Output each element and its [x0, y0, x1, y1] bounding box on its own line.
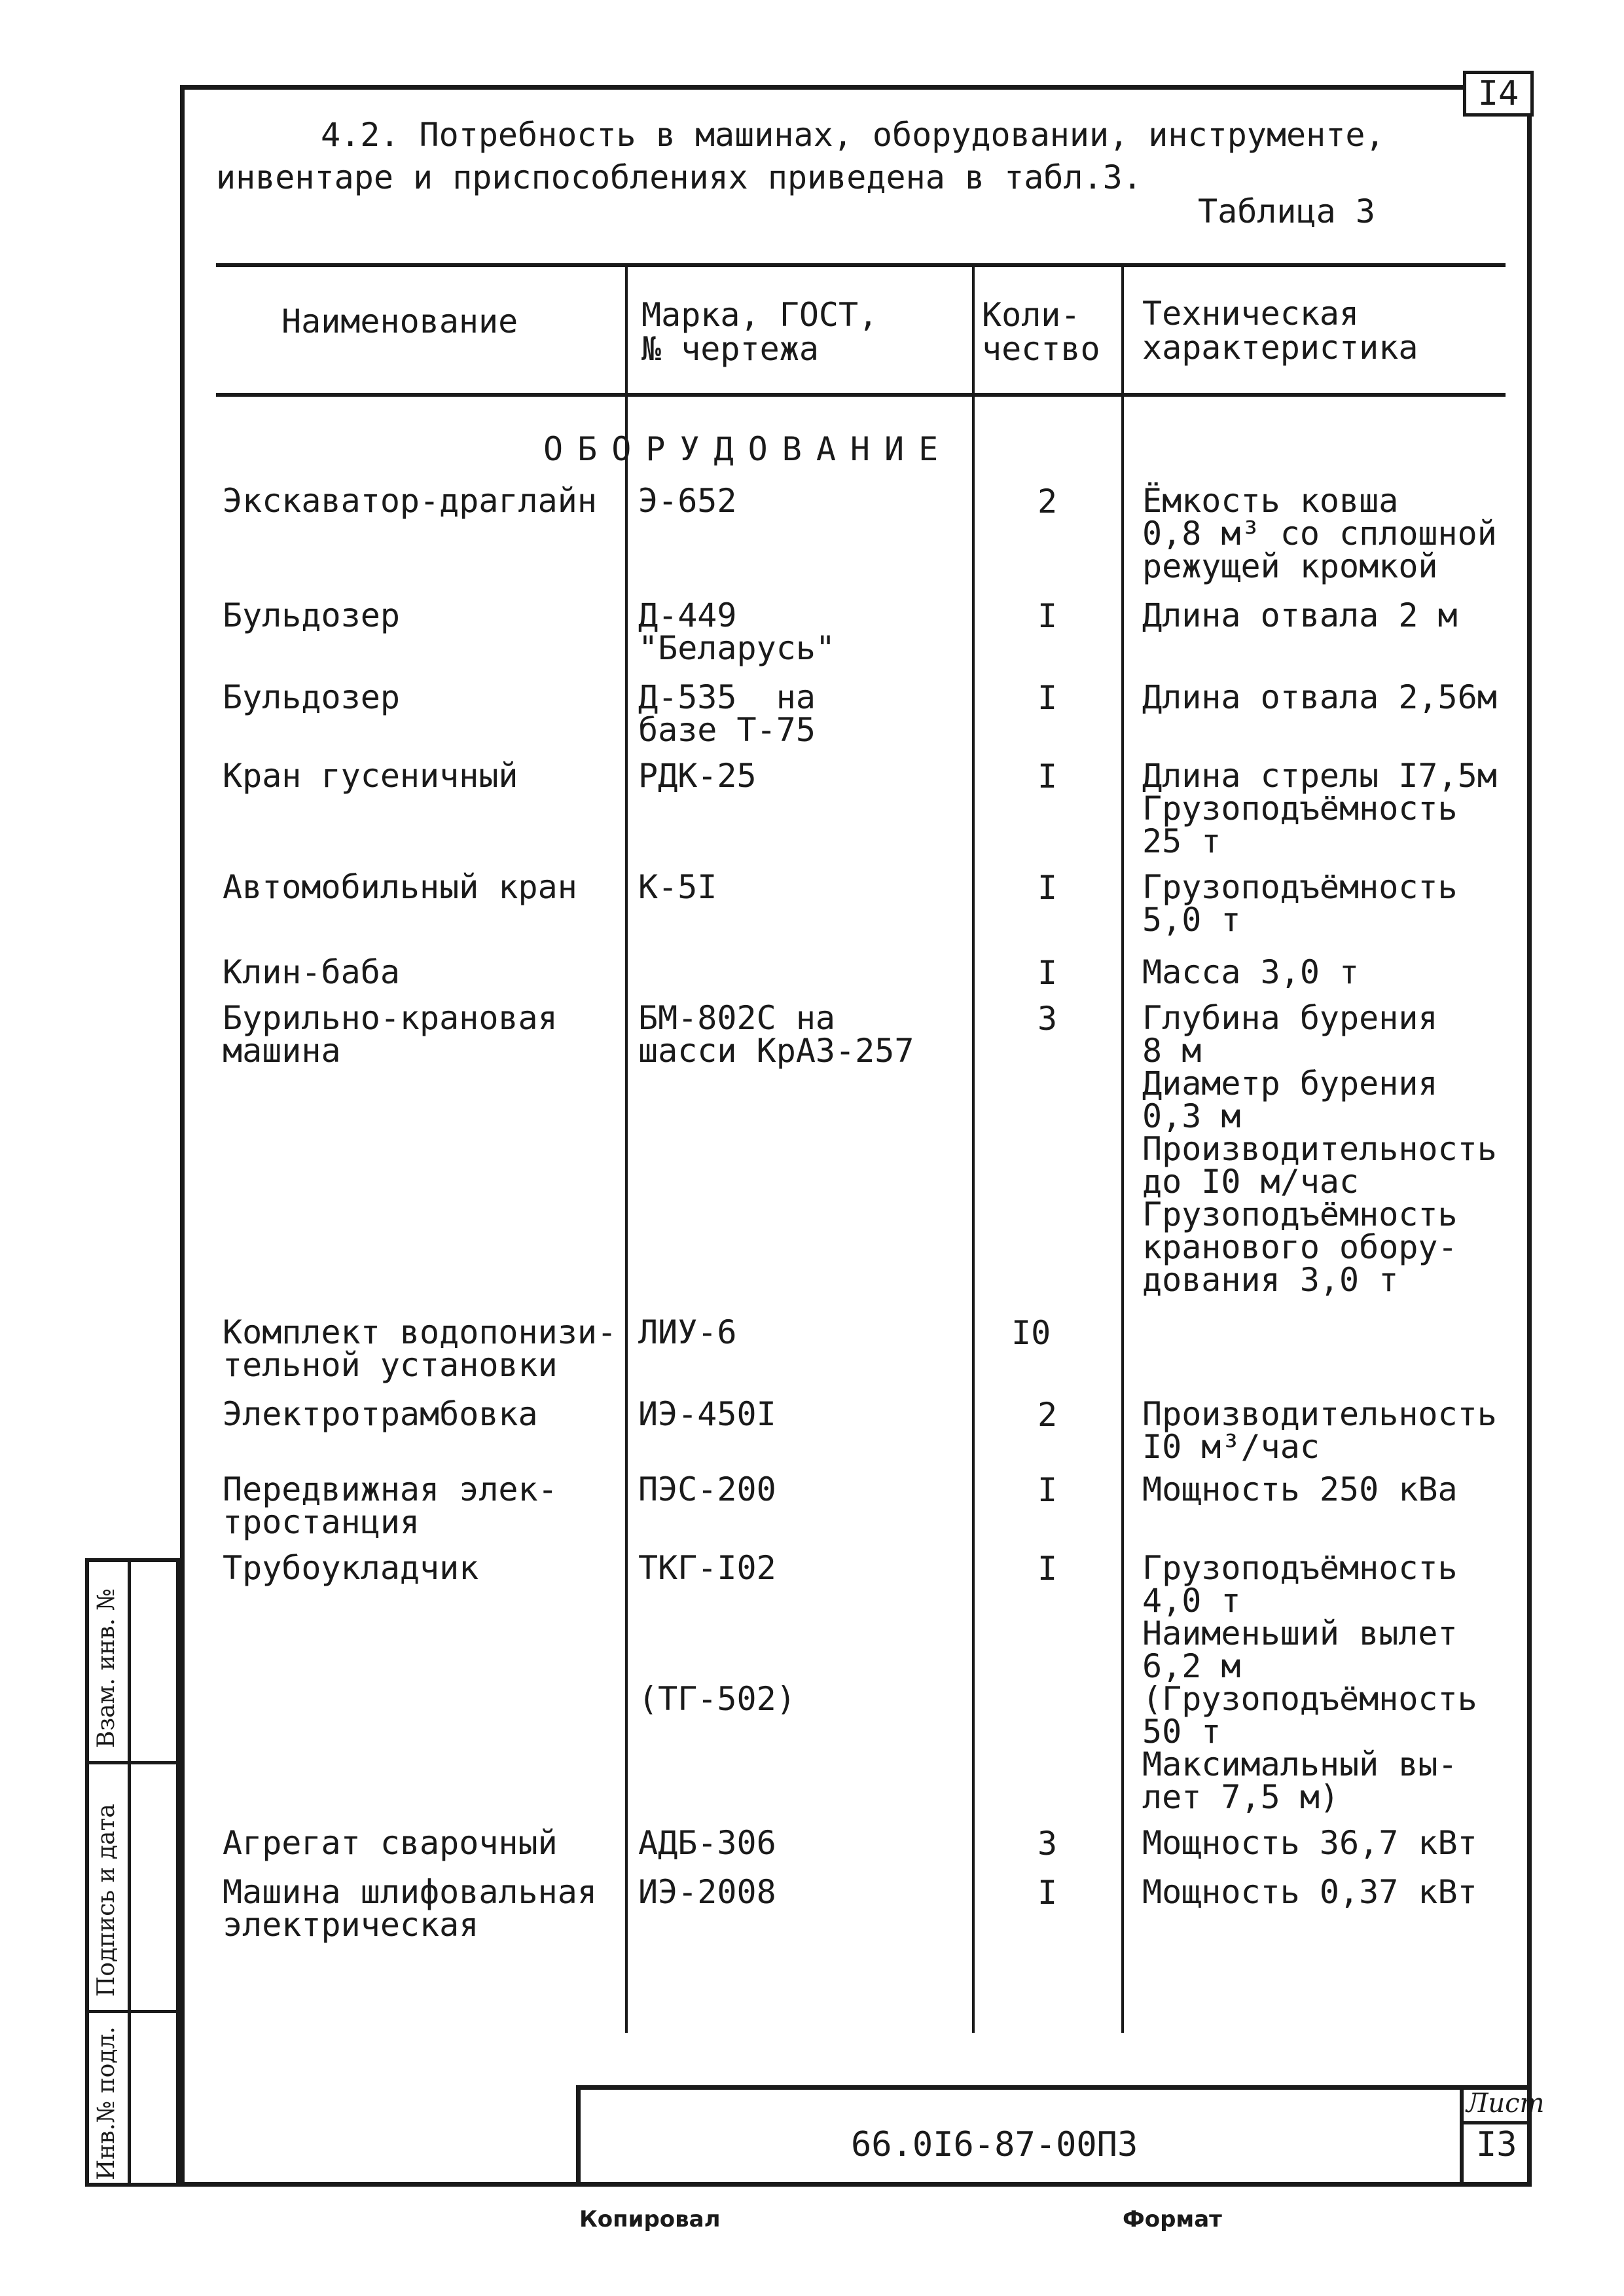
cell-tech: Длина отвала 2,56м	[1142, 678, 1497, 716]
header-name: Наименование	[281, 302, 518, 340]
cell-tech: I0 м³/час	[1142, 1428, 1320, 1466]
column-divider-3	[1121, 265, 1124, 2033]
cell-mark: Д-535 на	[638, 678, 816, 716]
cell-name: Комплект водопонизи-	[223, 1313, 617, 1351]
cell-tech: Глубина бурения	[1142, 999, 1438, 1037]
section-title: ОБОРУДОВАНИЕ	[543, 430, 953, 468]
header-qty-line1: Коли-	[982, 296, 1081, 334]
cell-tech: Грузоподъёмность	[1142, 1549, 1458, 1587]
cell-quantity: I0	[1011, 1314, 1051, 1352]
cell-tech: (Грузоподъёмность	[1142, 1680, 1477, 1718]
cell-name: Передвижная элек-	[223, 1470, 558, 1508]
cell-mark: Д-449	[638, 596, 737, 634]
cell-tech: Диаметр бурения	[1142, 1065, 1438, 1102]
cell-quantity: 3	[1038, 1000, 1058, 1038]
footer-format: Формат	[1123, 2206, 1222, 2232]
cell-tech: Максимальный вы-	[1142, 1745, 1458, 1783]
cell-quantity: I	[1038, 954, 1058, 992]
cell-tech: Мощность 0,37 кВт	[1142, 1873, 1477, 1911]
cell-tech: режущей кромкой	[1142, 547, 1438, 585]
cell-tech: Производительность	[1142, 1395, 1497, 1433]
cell-mark: РДК-25	[638, 757, 757, 795]
cell-tech: Масса 3,0 т	[1142, 953, 1360, 991]
cell-tech: Длина отвала 2 м	[1142, 596, 1458, 634]
side-stamp-rule-2	[85, 2010, 180, 2013]
header-qty-line2: чество	[982, 330, 1100, 368]
cell-quantity: 2	[1038, 1396, 1058, 1434]
header-tech-line2: характеристика	[1142, 329, 1418, 367]
header-tech-line1: Техническая	[1142, 295, 1360, 333]
cell-quantity: I	[1038, 679, 1058, 717]
cell-name: Кран гусеничный	[223, 757, 518, 795]
cell-name: Электротрамбовка	[223, 1395, 538, 1433]
cell-quantity: I	[1038, 1874, 1058, 1912]
side-stamp-rule-1	[85, 1761, 180, 1764]
cell-tech: Мощность 36,7 кВт	[1142, 1824, 1477, 1862]
cell-mark: ЛИУ-6	[638, 1313, 737, 1351]
intro-line-2: инвентаре и приспособлениях приведена в табл.3.	[216, 158, 1142, 196]
column-divider-1	[625, 265, 628, 2033]
sheet-number: I3	[1476, 2125, 1517, 2164]
header-mark-line2: № чертежа	[641, 330, 819, 368]
cell-name: Бурильно-крановая	[223, 999, 558, 1037]
cell-tech: Наименьший вылет	[1142, 1614, 1458, 1652]
cell-name: электрическая	[223, 1906, 479, 1944]
table-caption: Таблица 3	[1198, 192, 1375, 230]
cell-tech: Грузоподъёмность	[1142, 1195, 1458, 1233]
cell-name: тельной установки	[223, 1346, 558, 1384]
cell-tech: кранового обору-	[1142, 1228, 1458, 1266]
cell-quantity: 3	[1038, 1825, 1058, 1863]
cell-tech: 4,0 т	[1142, 1582, 1241, 1620]
cell-tech: 50 т	[1142, 1713, 1221, 1751]
cell-tech: 5,0 т	[1142, 901, 1241, 939]
cell-mark: К-5I	[638, 868, 717, 906]
cell-mark: АДБ-306	[638, 1824, 776, 1862]
cell-tech: Мощность 250 кВа	[1142, 1470, 1458, 1508]
cell-mark: "Беларусь"	[638, 629, 836, 667]
cell-tech: дования 3,0 т	[1142, 1261, 1399, 1299]
cell-name: Агрегат сварочный	[223, 1824, 558, 1862]
cell-tech: Производительность	[1142, 1130, 1497, 1168]
cell-name: машина	[223, 1032, 341, 1070]
cell-quantity: I	[1038, 597, 1058, 635]
cell-mark: базе Т-75	[638, 711, 816, 749]
cell-mark: БМ-802С на	[638, 999, 836, 1037]
cell-name: Трубоукладчик	[223, 1549, 479, 1587]
cell-quantity: 2	[1038, 483, 1058, 520]
cell-tech: 25 т	[1142, 822, 1221, 860]
cell-quantity: I	[1038, 869, 1058, 907]
side-stamp-divider	[128, 1558, 131, 2187]
footer-copied: Копировал	[579, 2206, 721, 2232]
intro-line-1: 4.2. Потребность в машинах, оборудовании, инструменте,	[321, 116, 1385, 154]
column-divider-2	[972, 265, 975, 2033]
cell-name: тростанция	[223, 1503, 420, 1541]
cell-tech: 0,8 м³ со сплошной	[1142, 515, 1497, 553]
cell-mark: ИЭ-450I	[638, 1395, 776, 1433]
cell-mark: шасси КрАЗ-257	[638, 1032, 914, 1070]
cell-mark: ИЭ-2008	[638, 1873, 776, 1911]
cell-tech: лет 7,5 м)	[1142, 1778, 1340, 1816]
cell-tech: 6,2 м	[1142, 1647, 1241, 1685]
cell-mark: ПЭС-200	[638, 1470, 776, 1508]
cell-name: Бульдозер	[223, 678, 400, 716]
cell-tech: Грузоподъёмность	[1142, 790, 1458, 828]
cell-tech: 0,3 м	[1142, 1097, 1241, 1135]
side-podpis-label: Подпись и дата	[93, 1804, 120, 1997]
cell-quantity: I	[1038, 757, 1058, 795]
cell-name: Машина шлифовальная	[223, 1873, 597, 1911]
side-inv-label: Инв.№ подл.	[93, 2026, 120, 2180]
cell-name: Экскаватор-драглайн	[223, 482, 597, 520]
header-mark-line1: Марка, ГОСТ,	[641, 296, 878, 334]
cell-name: Бульдозер	[223, 596, 400, 634]
cell-mark: Э-652	[638, 482, 737, 520]
table-header-rule	[216, 393, 1506, 397]
sheet-label: Лист	[1466, 2088, 1545, 2119]
cell-mark: ТКГ-I02	[638, 1549, 776, 1587]
cell-tech: до I0 м/час	[1142, 1163, 1360, 1201]
cell-mark: (ТГ-502)	[638, 1680, 796, 1718]
sheet-box-rule	[1460, 2121, 1532, 2124]
cell-quantity: I	[1038, 1550, 1058, 1588]
cell-quantity: I	[1038, 1471, 1058, 1509]
document-code: 66.0I6-87-00ПЗ	[851, 2125, 1138, 2164]
table-top-rule	[216, 263, 1506, 267]
cell-name: Клин-баба	[223, 953, 400, 991]
page-number: I4	[1463, 71, 1534, 117]
side-vzam-label: Взам. инв. №	[93, 1588, 120, 1748]
cell-tech: 8 м	[1142, 1032, 1202, 1070]
cell-tech: Грузоподъёмность	[1142, 868, 1458, 906]
cell-tech: Длина стрелы I7,5м	[1142, 757, 1497, 795]
cell-tech: Ёмкость ковша	[1142, 482, 1399, 520]
cell-name: Автомобильный кран	[223, 868, 577, 906]
